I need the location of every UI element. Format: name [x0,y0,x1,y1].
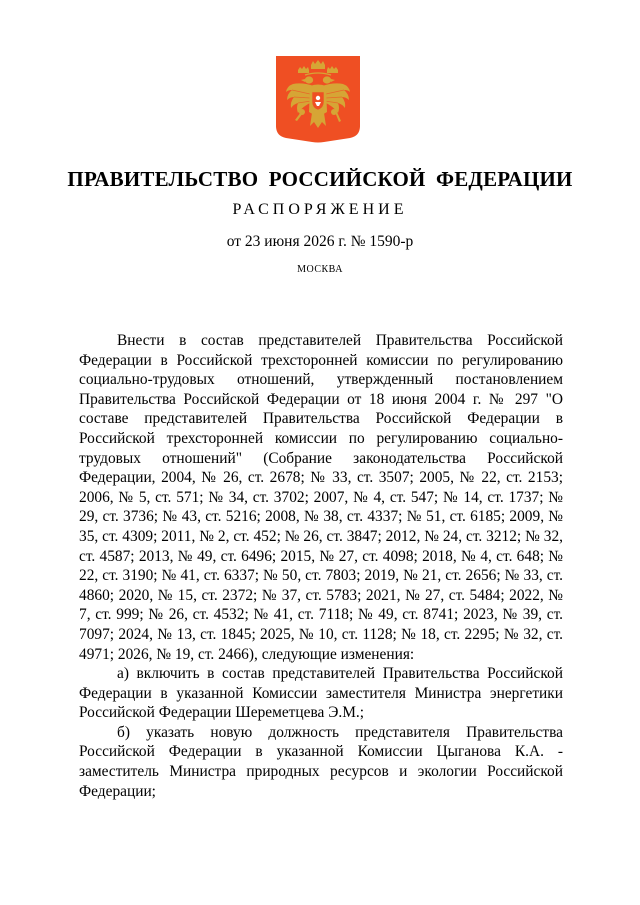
list-item-a: а) включить в состав представителей Правительства Российской Федерации в указанной Комиссии заместителя Министра энергетики Российской Федерации Шереметцева Э.М.; [79,665,563,722]
government-title: ПРАВИТЕЛЬСТВО РОССИЙСКОЙ ФЕДЕРАЦИИ [67,167,573,191]
coat-of-arms-icon [276,56,360,143]
document-date-number: от 23 июня 2026 г. № 1590-р [226,233,414,250]
list-item-b: б) указать новую должность представителя Правительства Российской Федерации в указанной Комиссии Цыганова К.А. - заместитель Министра природных ресурсов и экологии Российской Федерации; [79,723,563,800]
document-type: РАСПОРЯЖЕНИЕ [232,201,408,218]
issue-city: МОСКВА [297,264,343,275]
intro-paragraph: Внести в состав представителей Правительства Российской Федерации в Российской трехсторонней комиссии по регулированию социально-трудовых отношений, утвержденный постановлением Правительства Российской Федерации от 18 июня 2004 г. № 297 "О составе представителей Правительства Российской Федерации в Российской трехсторонней комиссии по регулированию социально-трудовых отношений" (Собрание законодательства Российской Федерации, 2004, № 26, ст. 2678; № 33, ст. 3507; 2005, № 22, ст. 2153; 2006, № 5, ст. 571; № 34, ст. 3702; 2007, № 4, ст. 547; № 14, ст. 1737; № 29, ст. 3736; № 43, ст. 5216; 2008, № 38, ст. 4337; № 51, ст. 6185; 2009, № 35, ст. 4309; 2011, № 2, ст. 452; № 26, ст. 3847; 2012, № 24, ст. 3212; № 32, ст. 4587; 2013, № 49, ст. 6496; 2015, № 27, ст. 4098; 2018, № 4, ст. 648; № 22, ст. 3190; № 41, ст. 6337; № 50, ст. 7803; 2019, № 21, ст. 2656; № 33, ст. 4860; 2020, № 15, ст. 2372; № 37, ст. 5783; 2021, № 27, ст. 5484; 2022, № 7, ст. 999; № 26, ст. 4532; № 41, ст. 7118; № 49, ст. 8741; 2023, № 39, ст. 7097; 2024, № 13, ст. 1845; 2025, № 10, ст. 1128; № 18, ст. 2295; № 32, ст. 4971; 2026, № 19, ст. 2466), следующие изменения: [79,332,563,663]
document-body [79,331,563,801]
